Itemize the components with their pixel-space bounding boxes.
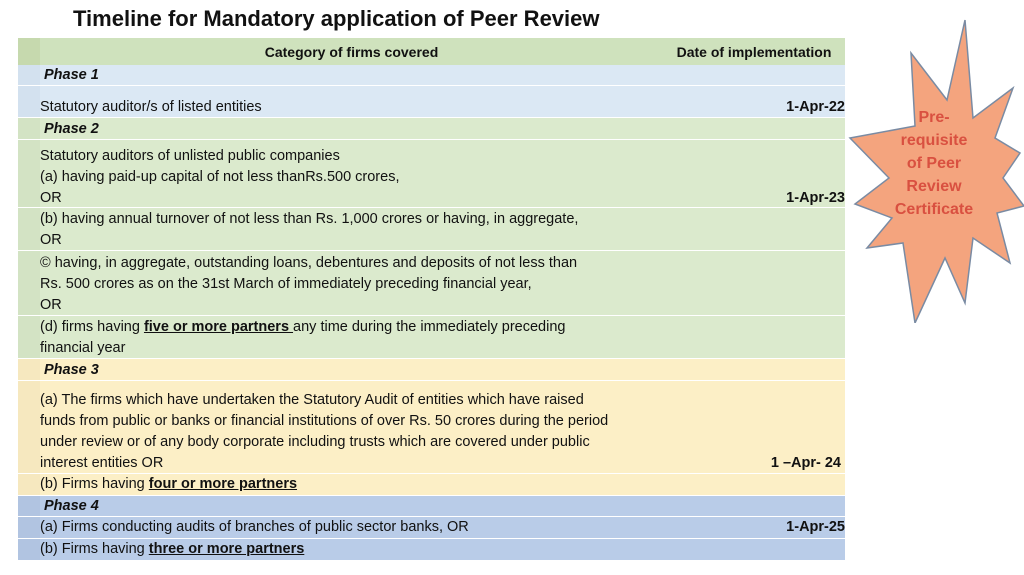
row-index [18, 65, 40, 86]
phase3-a-cell [40, 381, 663, 474]
phase2-a-line: (a) having paid-up capital of not less thanRs.500 crores, [40, 169, 400, 185]
phase2-a-text [40, 146, 399, 208]
starburst-line: Certificate [894, 201, 974, 218]
phase1-date: 1-Apr-22 [786, 99, 845, 115]
phase2-b-text [40, 209, 578, 251]
row-index [18, 86, 40, 118]
phase4-label-cell [40, 496, 663, 517]
header-category: Category of firms covered [264, 43, 439, 60]
phase4-b-prefix: (b) Firms having [40, 541, 149, 557]
phase4-b-emphasis: three or more partners [148, 541, 305, 557]
row-index [18, 496, 40, 517]
phase4-date-cell [663, 517, 845, 539]
phase3-a-line: funds from public or banks or financial institutions of over Rs. 50 crores during the period [40, 413, 609, 429]
peer-review-table [18, 0, 845, 575]
phase2-c-line: Rs. 500 crores as on the 31st March of immediately preceding financial year, [40, 276, 532, 292]
phase2-c-text [40, 253, 577, 316]
row-index [18, 359, 40, 381]
phase3-a-line: (a) The firms which have undertaken the Statutory Audit of entities which have raised [40, 392, 584, 408]
phase2-d-cell [40, 316, 663, 359]
phase2-d-text [40, 317, 565, 359]
phase3-a-line: under review or of any body corporate including trusts which are covered under public [40, 434, 590, 450]
starburst-line: Review [906, 178, 962, 195]
phase3-b-text [40, 474, 297, 495]
row-index [18, 316, 40, 359]
phase2-a-line: Statutory auditors of unlisted public companies [40, 148, 340, 164]
phase4-date: 1-Apr-25 [786, 519, 845, 535]
row-index [18, 381, 40, 474]
phase2-c-cell [40, 251, 663, 316]
header-index-cell [18, 38, 40, 65]
phase2-date-cell [663, 140, 845, 208]
phase4-b-date-cell [663, 539, 845, 560]
phase3-a-line: interest entities OR [40, 455, 164, 471]
phase3-label: Phase 3 [44, 362, 99, 378]
phase1-label: Phase 1 [44, 67, 99, 83]
row-index [18, 539, 40, 560]
row-index [18, 474, 40, 496]
phase2-label-date-cell [663, 118, 845, 140]
phase3-b-prefix: (b) Firms having [40, 476, 149, 492]
phase4-b-cell [40, 539, 663, 560]
row-index [18, 140, 40, 208]
phase2-d-suffix: any time during the immediately preceding [293, 319, 566, 335]
phase4-label-date-cell [663, 496, 845, 517]
phase2-d-line [40, 317, 565, 338]
row-index [18, 517, 40, 539]
phase4-a-cell [40, 517, 663, 539]
phase2-c-line: © having, in aggregate, outstanding loans, debentures and deposits of not less than [40, 255, 578, 271]
header-date: Date of implementation [676, 43, 832, 60]
starburst-label [878, 106, 990, 221]
row-index [18, 251, 40, 316]
phase2-b-line: OR [40, 232, 62, 248]
phase3-b-date-cell [663, 474, 845, 496]
phase2-d-date-cell [663, 316, 845, 359]
phase2-b-line: (b) having annual turnover of not less than Rs. 1,000 crores or having, in aggregate, [40, 211, 579, 227]
phase2-a-cell [40, 140, 663, 208]
phase4-label: Phase 4 [44, 498, 99, 514]
phase2-b-cell [40, 208, 663, 251]
phase3-a-text [40, 390, 608, 474]
phase2-label-cell [40, 118, 663, 140]
page-title: Timeline for Mandatory application of Peer Review [73, 6, 600, 31]
phase1-date-cell [663, 86, 845, 118]
phase3-label-date-cell [663, 359, 845, 381]
phase2-a-line: OR [40, 190, 62, 206]
phase3-date-cell [663, 381, 845, 474]
phase2-c-date-cell [663, 251, 845, 316]
header-date-cell [663, 38, 845, 65]
phase2-b-date-cell [663, 208, 845, 251]
starburst-line: of Peer [906, 155, 962, 172]
phase1-content-cell [40, 86, 663, 118]
row-index [18, 118, 40, 140]
phase2-d-line: financial year [40, 340, 126, 356]
phase4-b-text [40, 539, 304, 560]
phase3-label-cell [40, 359, 663, 381]
phase2-d-emphasis: five or more partners [143, 319, 294, 335]
phase2-c-line: OR [40, 297, 62, 313]
starburst-line: Pre- [918, 109, 950, 126]
phase3-b-cell [40, 474, 663, 496]
phase3-date: 1 –Apr- 24 [770, 455, 841, 471]
phase4-a-text: (a) Firms conducting audits of branches of public sector banks, OR [40, 519, 469, 535]
phase1-label-cell [40, 65, 663, 86]
phase3-b-emphasis: four or more partners [148, 476, 298, 492]
phase2-d-prefix: (d) firms having [40, 319, 144, 335]
phase2-date: 1-Apr-23 [786, 190, 845, 206]
starburst-line: requisite [900, 132, 968, 149]
phase1-text: Statutory auditor/s of listed entities [40, 99, 262, 115]
row-index [18, 208, 40, 251]
header-category-cell [40, 38, 663, 65]
phase1-label-date-cell [663, 65, 845, 86]
phase2-label: Phase 2 [44, 121, 99, 137]
